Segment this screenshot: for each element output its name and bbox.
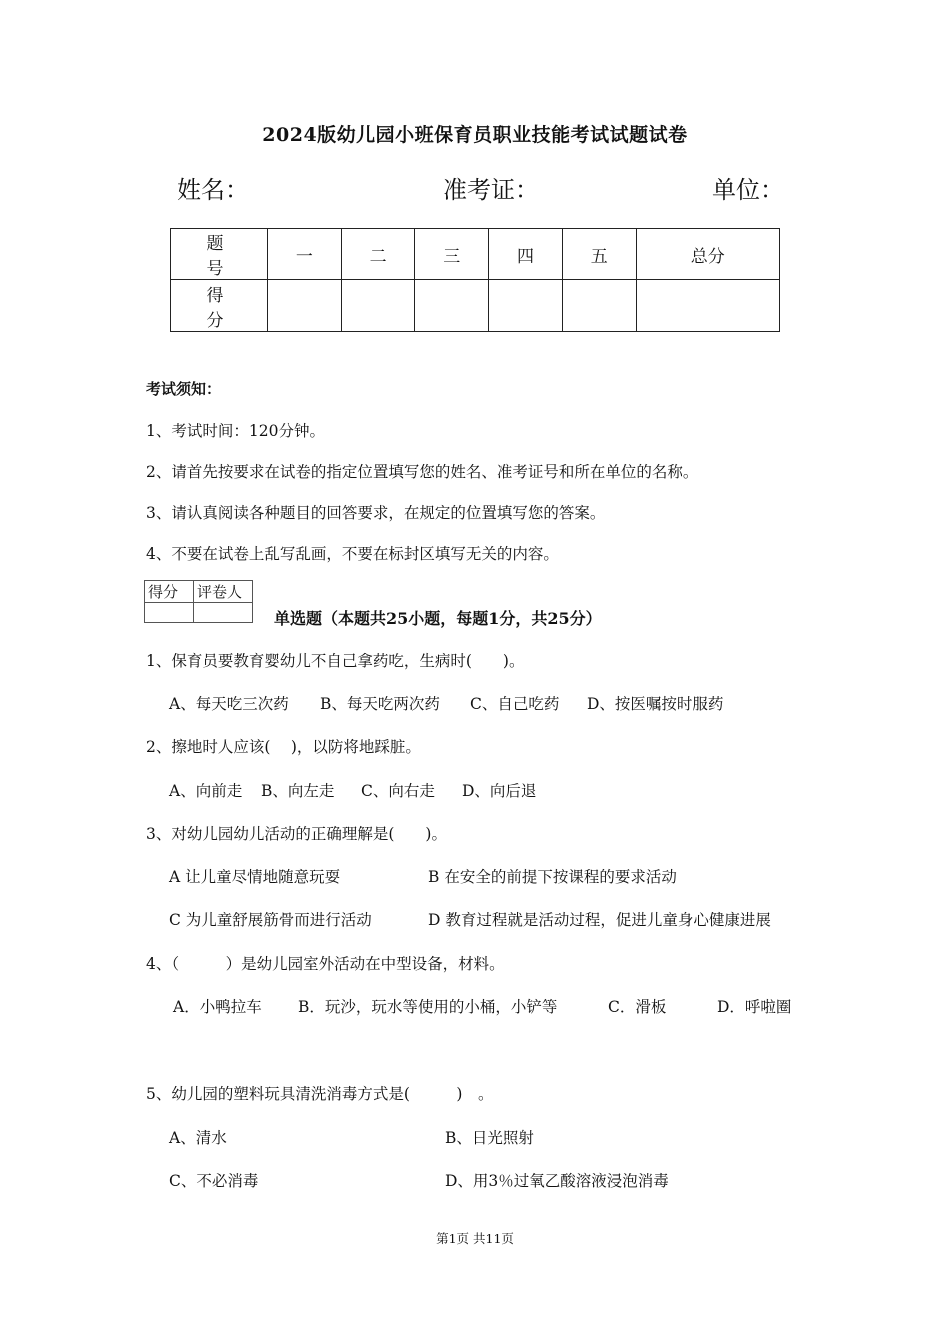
question-stem: 4、（ ）是幼儿园室外活动在中型设备，材料。 (146, 955, 505, 973)
notice-item: 1、考试时间：120分钟。 (146, 422, 325, 440)
question-option[interactable]: C 为儿童舒展筋骨而进行活动 (169, 911, 372, 929)
score-table-col-1: 一 (268, 229, 342, 280)
score-table-col-2: 二 (341, 229, 415, 280)
score-table-col-5: 五 (562, 229, 636, 280)
question-option[interactable]: A、清水 (169, 1129, 227, 1147)
score-cell[interactable] (268, 280, 342, 332)
question-option[interactable]: A、向前走 (169, 782, 243, 800)
question-option[interactable]: D、向后退 (462, 782, 537, 800)
page-title: 2024版幼儿园小班保育员职业技能考试试题试卷 (262, 124, 688, 146)
question-option[interactable]: C、自己吃药 (470, 695, 560, 713)
score-cell-total[interactable] (636, 280, 779, 332)
question-stem: 3、对幼儿园幼儿活动的正确理解是( )。 (146, 825, 447, 843)
grader-name-cell[interactable] (194, 603, 253, 623)
grader-score-cell[interactable] (145, 603, 194, 623)
grader-name-label: 评卷人 (194, 581, 253, 603)
question-option[interactable]: B 在安全的前提下按课程的要求活动 (428, 868, 677, 886)
question-option[interactable]: B．玩沙，玩水等使用的小桶，小铲等 (298, 998, 558, 1016)
question-option[interactable]: A．小鸭拉车 (173, 998, 262, 1016)
question-option[interactable]: B、向左走 (261, 782, 335, 800)
question-option[interactable]: C．滑板 (608, 998, 667, 1016)
name-label: 姓名： (177, 176, 249, 204)
score-table (170, 228, 780, 332)
unit-label: 单位： (712, 176, 784, 204)
score-cell[interactable] (341, 280, 415, 332)
question-option[interactable]: D．呼啦圈 (717, 998, 792, 1016)
question-stem: 5、幼儿园的塑料玩具清洗消毒方式是( ) 。 (146, 1085, 494, 1103)
question-option[interactable]: D 教育过程就是活动过程，促进儿童身心健康进展 (428, 911, 771, 929)
question-option[interactable]: B、每天吃两次药 (320, 695, 440, 713)
score-table-score-label: 得 分 (171, 280, 268, 332)
question-option[interactable]: C、不必消毒 (169, 1172, 259, 1190)
question-option[interactable]: A 让儿童尽情地随意玩耍 (169, 868, 341, 886)
question-option[interactable]: C、向右走 (361, 782, 435, 800)
score-table-col-4: 四 (489, 229, 563, 280)
score-cell[interactable] (415, 280, 489, 332)
question-option[interactable]: A、每天吃三次药 (169, 695, 289, 713)
grader-score-label: 得分 (145, 581, 194, 603)
score-table-col-3: 三 (415, 229, 489, 280)
notice-item: 2、请首先按要求在试卷的指定位置填写您的姓名、准考证号和所在单位的名称。 (146, 463, 699, 481)
section-title: 单选题（本题共25小题，每题1分，共25分） (274, 609, 602, 628)
question-stem: 2、擦地时人应该( )，以防将地踩脏。 (146, 738, 421, 756)
page-footer: 第1页 共11页 (436, 1231, 514, 1246)
notice-item: 3、请认真阅读各种题目的回答要求，在规定的位置填写您的答案。 (146, 504, 606, 522)
question-stem: 1、保育员要教育婴幼儿不自己拿药吃，生病时( )。 (146, 652, 525, 670)
exam-id-label: 准考证： (443, 176, 539, 204)
score-table-header-label: 题 号 (171, 229, 268, 280)
score-cell[interactable] (562, 280, 636, 332)
score-cell[interactable] (489, 280, 563, 332)
question-option[interactable]: D、用3％过氧乙酸溶液浸泡消毒 (445, 1172, 669, 1190)
notice-title: 考试须知： (146, 380, 222, 398)
notice-item: 4、不要在试卷上乱写乱画，不要在标封区填写无关的内容。 (146, 545, 559, 563)
question-option[interactable]: B、日光照射 (445, 1129, 534, 1147)
question-option[interactable]: D、按医嘱按时服药 (587, 695, 724, 713)
score-table-col-total: 总分 (636, 229, 779, 280)
grader-box (144, 580, 253, 623)
